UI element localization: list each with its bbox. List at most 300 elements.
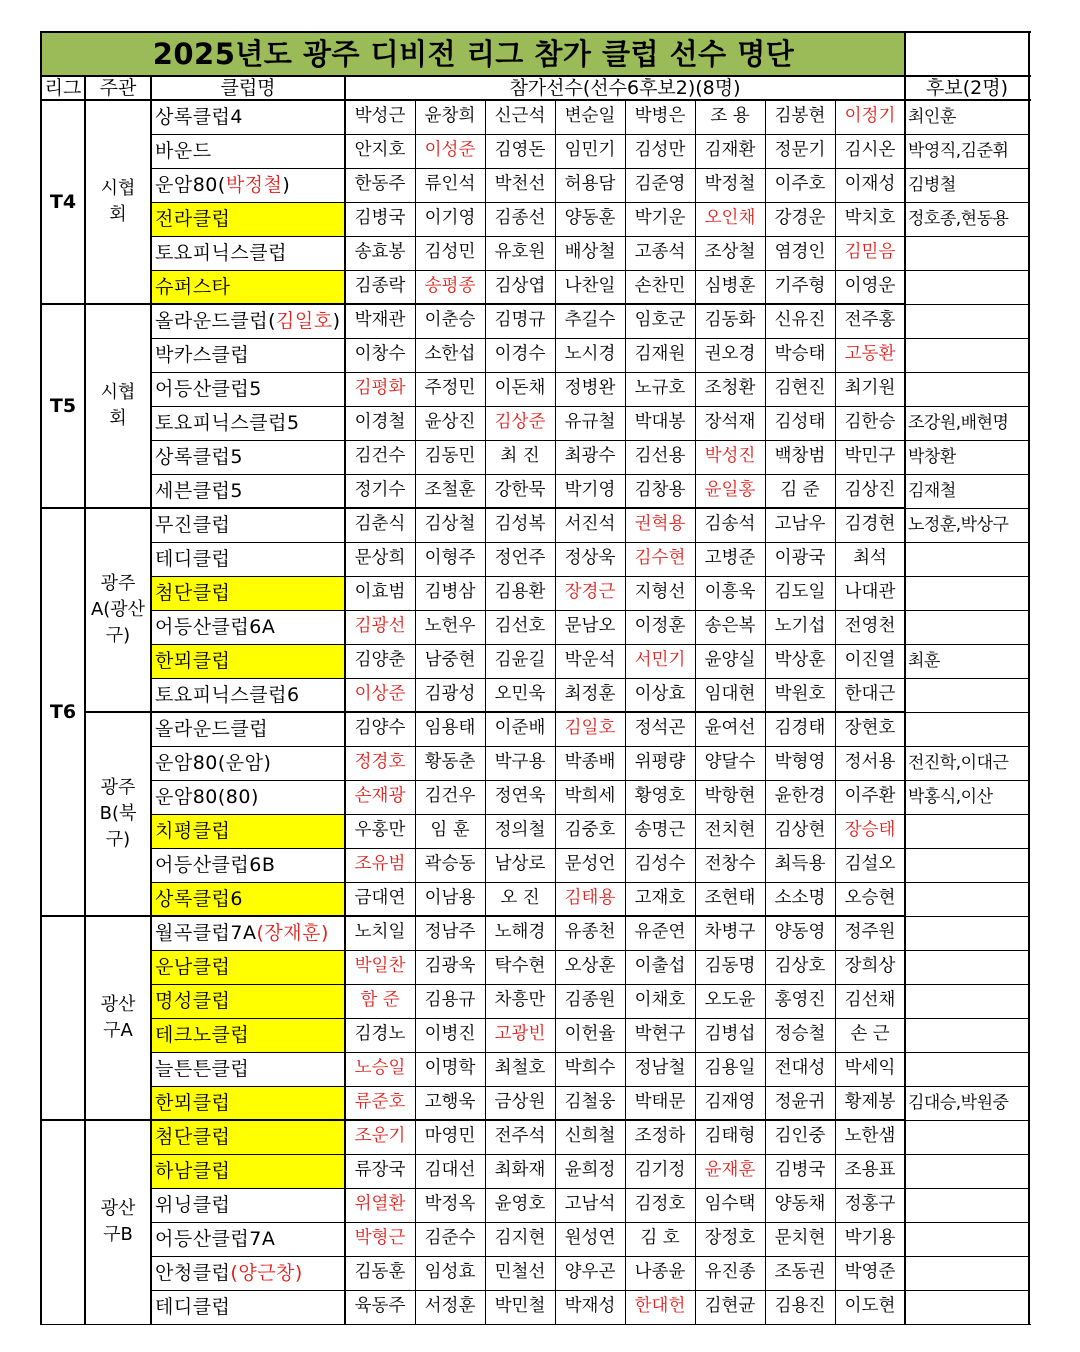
player-name: 김수현 — [634, 548, 686, 569]
player-name: 원성연 — [564, 1228, 616, 1249]
player-name: 서정훈 — [424, 1296, 476, 1317]
player-name: 위열환 — [354, 1194, 406, 1215]
player-name: 김송석 — [704, 514, 756, 535]
club-name — [152, 1257, 344, 1290]
league-cell — [41, 1120, 85, 1324]
player-name: 유규철 — [564, 412, 616, 433]
row-line — [150, 678, 1030, 679]
row-line — [150, 1222, 1030, 1223]
player-name: 김창용 — [634, 480, 686, 501]
reserve-players — [905, 814, 1029, 848]
player-name: 이창수 — [354, 344, 406, 365]
player-name: 장석재 — [704, 412, 756, 433]
player-name: 남중현 — [424, 650, 476, 671]
player-name: 차병구 — [704, 922, 756, 943]
league-divider — [40, 1119, 906, 1121]
player-name: 박희수 — [564, 1058, 616, 1079]
club-name-text: 무진클럽 — [155, 514, 231, 536]
player-name: 조용표 — [844, 1160, 896, 1181]
club-name-close: ) — [282, 174, 291, 196]
player-name: 김종선 — [494, 208, 546, 229]
player-name: 김철웅 — [564, 1092, 616, 1113]
player-name: 박상훈 — [774, 650, 826, 671]
player-name: 장희상 — [844, 956, 896, 977]
col-line-club — [150, 77, 152, 1324]
player-name: 박정철 — [704, 174, 756, 195]
club-name — [152, 713, 344, 746]
player-name: 김중호 — [564, 820, 616, 841]
club-name-close: ) — [332, 310, 341, 332]
player-name: 유호원 — [494, 242, 546, 263]
player-name: 고행욱 — [424, 1092, 476, 1113]
player-name: 이정기 — [844, 106, 896, 127]
host-divider — [84, 711, 906, 713]
club-name — [152, 441, 344, 474]
row-line — [150, 746, 1030, 747]
player-name: 김상진 — [844, 480, 896, 501]
player-name: 이흥욱 — [704, 582, 756, 603]
player-name: 조동권 — [774, 1262, 826, 1283]
club-name-text: 늘튼튼클럽 — [155, 1058, 250, 1080]
player-name: 고병준 — [704, 548, 756, 569]
player-name: 김성만 — [634, 140, 686, 161]
player-name: 최석 — [853, 548, 887, 569]
player-name: 윤양실 — [704, 650, 756, 671]
player-name: 이도현 — [844, 1296, 896, 1317]
reserve-players — [905, 848, 1029, 882]
player-name: 김정호 — [634, 1194, 686, 1215]
league-divider — [40, 507, 906, 509]
player-name: 소한섭 — [424, 344, 476, 365]
player-name: 손재광 — [354, 786, 406, 807]
player-name: 김병국 — [774, 1160, 826, 1181]
host-label: 광주 A(광산 구) — [90, 572, 146, 647]
club-name — [152, 985, 344, 1018]
player-name: 정의철 — [494, 820, 546, 841]
row-line — [150, 1290, 1030, 1291]
row-line — [150, 168, 1030, 169]
player-name: 최철호 — [494, 1058, 546, 1079]
player-name: 김상철 — [424, 514, 476, 535]
club-name-text: 바운드 — [155, 140, 212, 162]
player-name: 박승태 — [774, 344, 826, 365]
player-name: 남상로 — [494, 854, 546, 875]
player-name: 노한샘 — [844, 1126, 896, 1147]
reserve-players — [905, 678, 1029, 712]
reserve-players — [905, 338, 1029, 372]
player-name: 김 준 — [780, 480, 820, 501]
player-name: 김한승 — [844, 412, 896, 433]
player-name: 김용환 — [494, 582, 546, 603]
reserve-players: 노정훈,박상구 — [908, 514, 1009, 535]
player-name: 김상엽 — [494, 276, 546, 297]
player-name: 정승철 — [774, 1024, 826, 1045]
player-name: 김경태 — [774, 718, 826, 739]
player-name: 전창수 — [704, 854, 756, 875]
row-line — [905, 712, 1030, 713]
player-name: 윤여선 — [704, 718, 756, 739]
player-name: 문남오 — [564, 616, 616, 637]
player-name: 박기용 — [844, 1228, 896, 1249]
player-name: 김동민 — [424, 446, 476, 467]
player-name: 김봉현 — [774, 106, 826, 127]
player-name: 김선용 — [634, 446, 686, 467]
player-name: 오 진 — [500, 888, 540, 909]
player-name: 임 훈 — [430, 820, 470, 841]
player-name: 한대헌 — [634, 1296, 686, 1317]
player-name: 백창범 — [774, 446, 826, 467]
row-line — [150, 882, 1030, 883]
player-name: 김현진 — [774, 378, 826, 399]
league-label: T6 — [49, 700, 77, 723]
club-name — [152, 203, 344, 236]
player-name: 송명근 — [634, 820, 686, 841]
reserve-players: 최훈 — [908, 650, 940, 671]
player-name: 김시온 — [844, 140, 896, 161]
player-name: 김양수 — [354, 718, 406, 739]
player-name: 김종락 — [354, 276, 406, 297]
player-name: 박기영 — [564, 480, 616, 501]
border-title-bottom — [40, 75, 1031, 77]
player-name: 최 진 — [500, 446, 540, 467]
player-name: 신근석 — [494, 106, 546, 127]
player-name: 김동화 — [704, 310, 756, 331]
player-name: 홍영진 — [774, 990, 826, 1011]
player-name: 김믿음 — [844, 242, 896, 263]
player-name: 박민구 — [844, 446, 896, 467]
league-label: T4 — [49, 190, 77, 213]
player-name: 박민철 — [494, 1296, 546, 1317]
row-line — [150, 338, 1030, 339]
player-name: 김성태 — [774, 412, 826, 433]
player-name: 류준호 — [354, 1092, 406, 1113]
player-name: 정남주 — [424, 922, 476, 943]
club-name-text: 세븐클럽5 — [155, 480, 244, 502]
player-name: 박운석 — [564, 650, 616, 671]
host-label: 광주 B(북 구) — [99, 776, 137, 851]
player-name: 정병완 — [564, 378, 616, 399]
reserve-players — [905, 1120, 1029, 1154]
player-name: 신유진 — [774, 310, 826, 331]
player-name: 김태용 — [564, 888, 616, 909]
club-name — [152, 815, 344, 848]
player-name: 송효봉 — [354, 242, 406, 263]
player-name: 류인석 — [424, 174, 476, 195]
player-name: 정홍구 — [844, 1194, 896, 1215]
player-name: 정남철 — [634, 1058, 686, 1079]
player-name: 류장국 — [354, 1160, 406, 1181]
player-name: 이효범 — [354, 582, 406, 603]
player-name: 노치일 — [354, 922, 406, 943]
player-name: 김광성 — [424, 684, 476, 705]
player-name: 탁수현 — [494, 956, 546, 977]
player-name: 기주형 — [774, 276, 826, 297]
club-name — [152, 407, 344, 440]
player-name: 이병진 — [424, 1024, 476, 1045]
club-name — [152, 543, 344, 576]
player-name: 김준영 — [634, 174, 686, 195]
row-line — [150, 1018, 1030, 1019]
player-name: 최광수 — [564, 446, 616, 467]
player-name: 서민기 — [634, 650, 686, 671]
player-name: 전영천 — [844, 616, 896, 637]
club-name-text: 토요피닉스클럽5 — [155, 412, 300, 434]
reserve-players — [905, 1052, 1029, 1086]
player-name: 윤일홍 — [704, 480, 756, 501]
player-name: 임성효 — [424, 1262, 476, 1283]
player-name: 박재성 — [564, 1296, 616, 1317]
row-line — [150, 644, 1030, 645]
player-name: 유종천 — [564, 922, 616, 943]
club-name-text: 운남클럽 — [155, 956, 231, 978]
club-manager-note: 박정철 — [225, 174, 283, 196]
document-title: 2025년도 광주 디비전 리그 참가 클럽 선수 명단 — [41, 32, 906, 76]
player-name: 김대선 — [424, 1160, 476, 1181]
club-name-text: 하남클럽 — [155, 1160, 231, 1182]
reserve-players — [905, 372, 1029, 406]
club-name-text: 테디클럽 — [155, 548, 231, 570]
player-name: 김인중 — [774, 1126, 826, 1147]
player-name: 임수택 — [704, 1194, 756, 1215]
player-name: 김재원 — [634, 344, 686, 365]
player-name: 박기운 — [634, 208, 686, 229]
player-name: 정문기 — [774, 140, 826, 161]
player-name: 장승태 — [844, 820, 896, 841]
player-name: 전대성 — [774, 1058, 826, 1079]
player-name: 김동명 — [704, 956, 756, 977]
club-name — [152, 169, 344, 202]
club-manager-note: (장재훈) — [256, 922, 329, 944]
player-name: 김광욱 — [424, 956, 476, 977]
player-name: 이성준 — [424, 140, 476, 161]
club-name — [152, 679, 344, 712]
player-name: 이돈채 — [494, 378, 546, 399]
player-name: 박형근 — [354, 1228, 406, 1249]
player-name: 노헌우 — [424, 616, 476, 637]
club-name-text: 박카스클럽 — [155, 344, 250, 366]
club-name-text: 운암80( — [155, 174, 226, 196]
player-name: 박항현 — [704, 786, 756, 807]
league-divider — [40, 303, 906, 305]
player-name: 안지호 — [354, 140, 406, 161]
player-name: 김지현 — [494, 1228, 546, 1249]
player-name: 고재호 — [634, 888, 686, 909]
player-name: 노시경 — [564, 344, 616, 365]
player-name: 민철선 — [494, 1262, 546, 1283]
player-name: 유진종 — [704, 1262, 756, 1283]
player-name: 노규호 — [634, 378, 686, 399]
reserve-players: 조강원,배현명 — [908, 412, 1009, 433]
player-name: 금대연 — [354, 888, 406, 909]
row-line — [150, 848, 1030, 849]
player-name: 정상욱 — [564, 548, 616, 569]
player-name: 허용담 — [564, 174, 616, 195]
player-name: 김재영 — [704, 1092, 756, 1113]
club-name — [152, 509, 344, 542]
player-name: 윤상진 — [424, 412, 476, 433]
player-name: 조철훈 — [424, 480, 476, 501]
club-manager-note: 김일호 — [276, 310, 333, 332]
club-name — [152, 781, 344, 814]
player-name: 손찬민 — [634, 276, 686, 297]
player-name: 이채호 — [634, 990, 686, 1011]
reserve-players — [905, 270, 1029, 304]
player-name: 김도일 — [774, 582, 826, 603]
player-name: 지형선 — [634, 582, 686, 603]
player-name: 황영호 — [634, 786, 686, 807]
player-name: 장경근 — [564, 582, 616, 603]
row-line — [150, 950, 1030, 951]
player-name: 이기영 — [424, 208, 476, 229]
player-name: 김상준 — [494, 412, 546, 433]
player-name: 정주원 — [844, 922, 896, 943]
player-name: 이명학 — [424, 1058, 476, 1079]
row-line — [905, 916, 1030, 917]
player-name: 박원호 — [774, 684, 826, 705]
club-name — [152, 747, 344, 780]
player-name: 박태문 — [634, 1092, 686, 1113]
player-name: 양우곤 — [564, 1262, 616, 1283]
player-name: 윤재훈 — [704, 1160, 756, 1181]
club-name-text: 어등산클럽5 — [155, 378, 262, 400]
row-line — [150, 474, 1030, 475]
row-line — [150, 576, 1030, 577]
player-name: 송은복 — [704, 616, 756, 637]
player-name: 양동훈 — [564, 208, 616, 229]
player-name: 고동환 — [844, 344, 896, 365]
club-manager-note: (양근창) — [230, 1262, 303, 1284]
reserve-players — [905, 1154, 1029, 1188]
player-name: 김선채 — [844, 990, 896, 1011]
player-name: 김용진 — [774, 1296, 826, 1317]
reserve-players — [905, 1188, 1029, 1222]
reserve-players — [905, 984, 1029, 1018]
player-name: 정윤귀 — [774, 1092, 826, 1113]
player-name: 임민기 — [564, 140, 616, 161]
player-name: 김광선 — [354, 616, 406, 637]
row-line — [150, 984, 1030, 985]
club-name — [152, 1291, 344, 1324]
player-name: 노기섭 — [774, 616, 826, 637]
club-name — [152, 1087, 344, 1120]
player-name: 이형주 — [424, 548, 476, 569]
club-name-text: 위닝클럽 — [155, 1194, 231, 1216]
club-name — [152, 1121, 344, 1154]
player-name: 김성수 — [634, 854, 686, 875]
reserve-players: 전진학,이대근 — [908, 752, 1009, 773]
row-line — [905, 1120, 1030, 1121]
row-line — [150, 1052, 1030, 1053]
player-name: 김명규 — [494, 310, 546, 331]
player-name: 김경현 — [844, 514, 896, 535]
row-line — [40, 1324, 1031, 1325]
player-name: 김평화 — [354, 378, 406, 399]
player-name: 오인채 — [704, 208, 756, 229]
reserve-players: 박창환 — [908, 446, 956, 467]
player-name: 염경인 — [774, 242, 826, 263]
player-name: 김춘식 — [354, 514, 406, 535]
player-name: 조청환 — [704, 378, 756, 399]
player-name: 문성언 — [564, 854, 616, 875]
row-line — [150, 202, 1030, 203]
player-name: 김건수 — [354, 446, 406, 467]
club-name — [152, 849, 344, 882]
player-name: 이춘승 — [424, 310, 476, 331]
player-name: 이준배 — [494, 718, 546, 739]
player-name: 박성진 — [704, 446, 756, 467]
row-line — [150, 134, 1030, 135]
player-name: 정기수 — [354, 480, 406, 501]
player-name: 김양춘 — [354, 650, 406, 671]
player-name: 김태형 — [704, 1126, 756, 1147]
reserve-players — [905, 882, 1029, 916]
player-name: 박구용 — [494, 752, 546, 773]
border-left — [40, 31, 42, 1324]
reserve-players — [905, 1222, 1029, 1256]
reserve-players — [905, 576, 1029, 610]
player-name: 최득용 — [774, 854, 826, 875]
club-name — [152, 135, 344, 168]
row-line — [150, 814, 1030, 815]
reserve-players: 김대승,박원중 — [908, 1092, 1009, 1113]
club-name-text: 올라운드클럽( — [155, 310, 277, 332]
player-name: 금상원 — [494, 1092, 546, 1113]
club-name-text: 테디클럽 — [155, 1296, 231, 1318]
player-name: 박세익 — [844, 1058, 896, 1079]
club-name — [152, 373, 344, 406]
club-name — [152, 475, 344, 508]
player-name: 나종윤 — [634, 1262, 686, 1283]
club-name-text: 토요피닉스클럽6 — [155, 684, 300, 706]
player-name: 전치현 — [704, 820, 756, 841]
reserve-players: 박홍식,이산 — [908, 786, 993, 807]
reserve-players — [905, 1018, 1029, 1052]
club-name — [152, 917, 344, 950]
club-name — [152, 101, 344, 134]
player-name: 윤창희 — [424, 106, 476, 127]
player-name: 이주호 — [774, 174, 826, 195]
club-name-text: 한뫼클럽 — [155, 650, 231, 672]
player-name: 이진열 — [844, 650, 896, 671]
club-name — [152, 339, 344, 372]
player-name: 김경노 — [354, 1024, 406, 1045]
league-divider — [40, 915, 906, 917]
host-label: 시협 회 — [100, 381, 136, 429]
player-name: 윤한경 — [774, 786, 826, 807]
club-name-text: 명성클럽 — [155, 990, 231, 1012]
player-name: 나찬일 — [564, 276, 616, 297]
player-name: 우홍만 — [354, 820, 406, 841]
club-name-text: 테크노클럽 — [155, 1024, 250, 1046]
player-name: 오상훈 — [564, 956, 616, 977]
player-name: 박종배 — [564, 752, 616, 773]
player-name: 조정하 — [634, 1126, 686, 1147]
row-line — [150, 1256, 1030, 1257]
player-name: 이주환 — [844, 786, 896, 807]
player-name: 김영돈 — [494, 140, 546, 161]
reserve-players — [905, 542, 1029, 576]
player-name: 조 용 — [710, 106, 750, 127]
player-name: 손 근 — [850, 1024, 890, 1045]
player-name: 한대근 — [844, 684, 896, 705]
club-name-text: 어등산클럽6B — [155, 854, 276, 876]
player-name: 조현태 — [704, 888, 756, 909]
row-line — [150, 780, 1030, 781]
player-name: 박형영 — [774, 752, 826, 773]
row-line — [150, 1086, 1030, 1087]
player-name: 한동주 — [354, 174, 406, 195]
player-name: 이상효 — [634, 684, 686, 705]
